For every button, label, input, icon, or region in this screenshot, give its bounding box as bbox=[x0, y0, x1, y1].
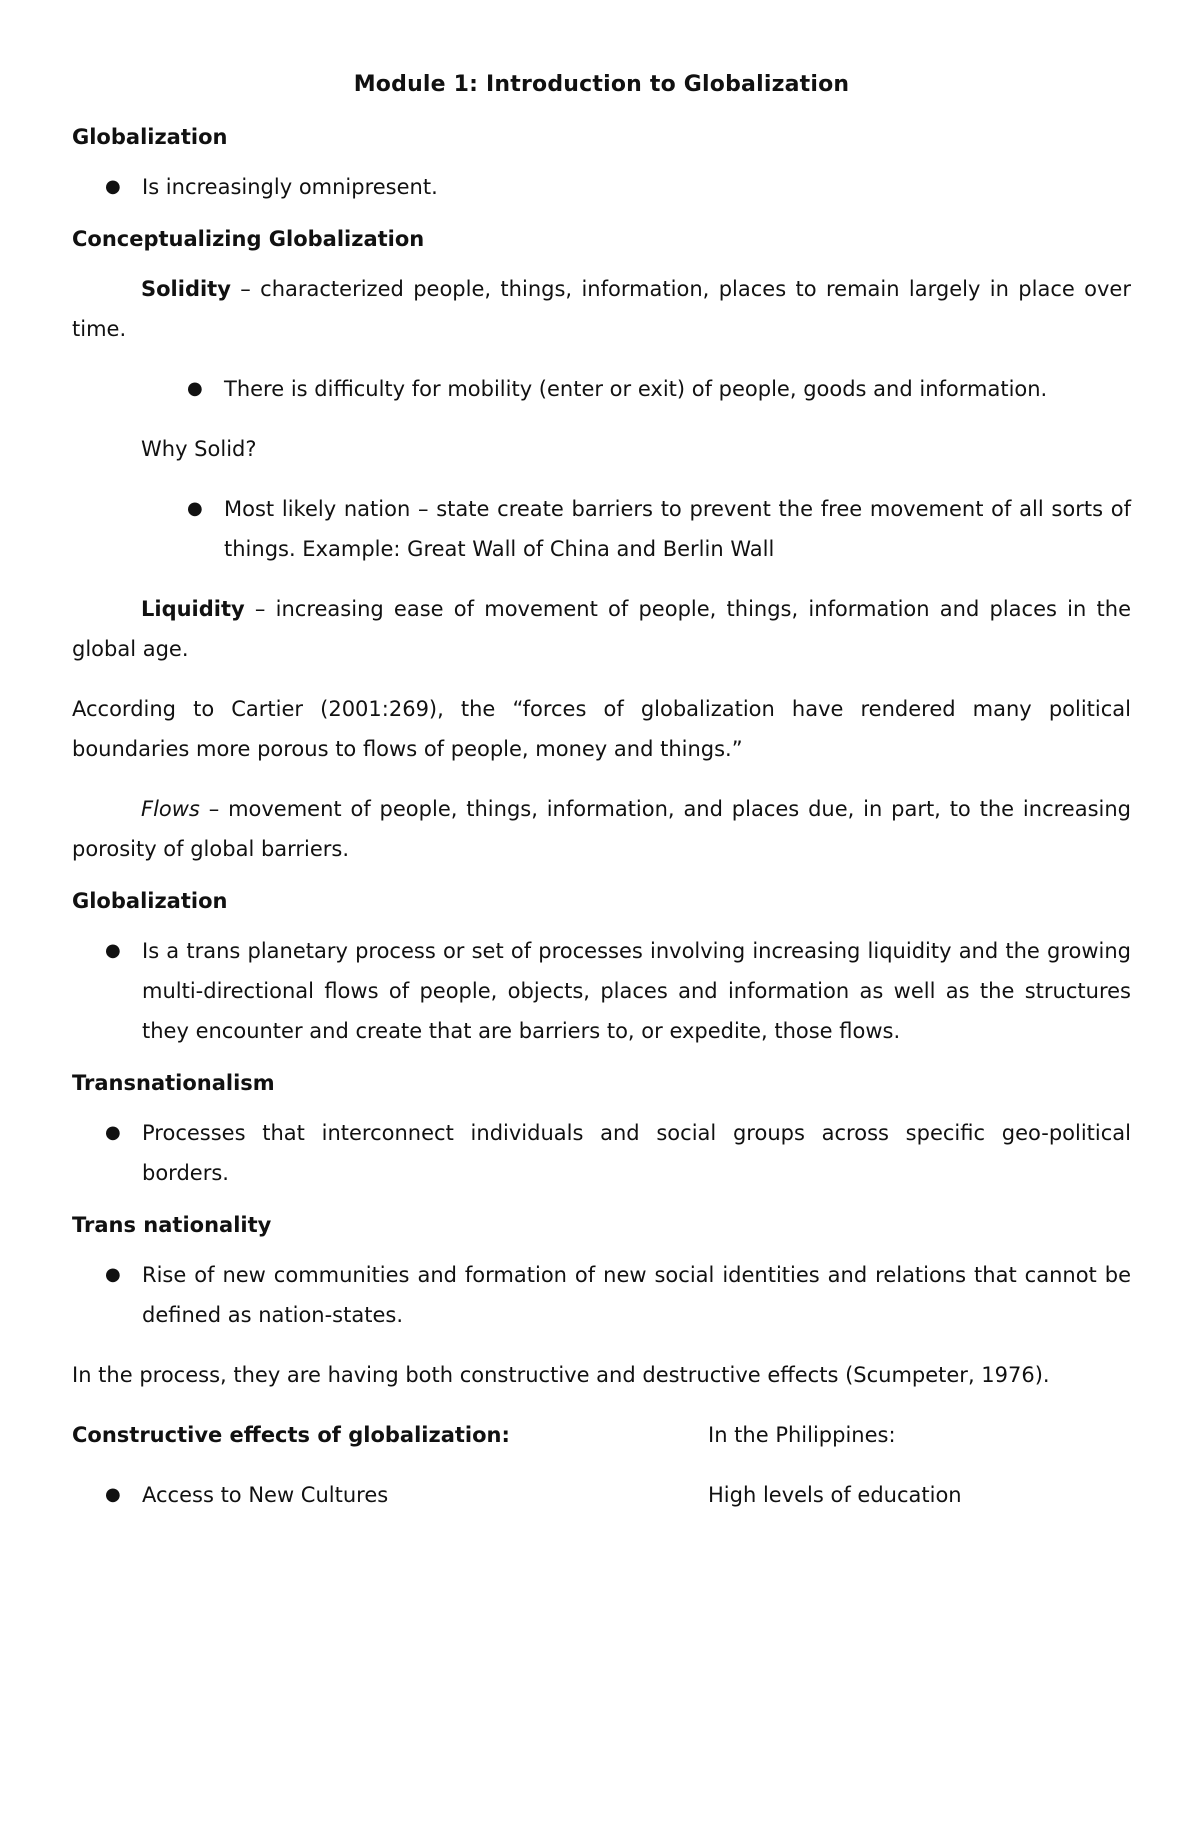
bullet-icon: ● bbox=[105, 1122, 121, 1143]
bullet-list bbox=[72, 167, 1131, 207]
list-item-text: Is a trans planetary process or set of processes involving increasing liquidity and the growing multi-directional flows of people, objects, places and information as well as the structures they encounter and create that are barriers to, or expedite, those flows. bbox=[142, 939, 1131, 1043]
bullet-icon: ● bbox=[105, 176, 121, 197]
bullet-list bbox=[72, 1113, 1131, 1193]
why-solid-label: Why Solid? bbox=[141, 437, 257, 461]
bullet-icon: ● bbox=[187, 378, 203, 399]
philippines-heading: In the Philippines: bbox=[708, 1423, 896, 1447]
list-item bbox=[72, 1255, 1131, 1335]
solidity-definition: – characterized people, things, information, places to remain largely in place over time. bbox=[72, 277, 1131, 341]
list-item-text: Is increasingly omnipresent. bbox=[142, 175, 438, 199]
section-heading-trans-nationality: Trans nationality bbox=[72, 1213, 272, 1237]
list-item bbox=[72, 489, 1131, 569]
bullet-list bbox=[72, 1255, 1131, 1335]
list-item bbox=[72, 1113, 1131, 1193]
flows-paragraph bbox=[72, 789, 1131, 869]
cartier-quote-paragraph: According to Cartier (2001:269), the “forces of globalization have rendered many political boundaries more porous to flows of people, money and things.” bbox=[72, 697, 1131, 761]
list-item-text: Processes that interconnect individuals and social groups across specific geo-political borders. bbox=[142, 1121, 1131, 1185]
bullet-list bbox=[72, 931, 1131, 1051]
section-heading-conceptualizing: Conceptualizing Globalization bbox=[72, 227, 425, 251]
list-item bbox=[72, 369, 1131, 409]
bullet-icon: ● bbox=[105, 940, 121, 961]
list-item-text: There is difficulty for mobility (enter or exit) of people, goods and information. bbox=[224, 377, 1048, 401]
effects-paragraph: In the process, they are having both constructive and destructive effects (Scumpeter, 1976). bbox=[72, 1363, 1050, 1387]
list-item-text: Most likely nation – state create barriers to prevent the free movement of all sorts of things. Example: Great Wall of China and Berlin Wall bbox=[224, 497, 1131, 561]
constructive-effects-row bbox=[72, 1475, 1131, 1515]
liquidity-paragraph bbox=[72, 589, 1131, 669]
flows-definition: – movement of people, things, information, and places due, in part, to the increasing porosity of global barriers. bbox=[72, 797, 1131, 861]
philippines-item: High levels of education bbox=[708, 1483, 962, 1507]
list-item-text: Rise of new communities and formation of new social identities and relations that cannot be defined as nation-states. bbox=[142, 1263, 1131, 1327]
section-heading-globalization: Globalization bbox=[72, 125, 228, 149]
bullet-icon: ● bbox=[105, 1264, 121, 1285]
list-item bbox=[72, 1475, 708, 1515]
bullet-icon: ● bbox=[187, 498, 203, 519]
page-title: Module 1: Introduction to Globalization bbox=[353, 72, 850, 97]
constructive-effects-heading bbox=[72, 1415, 708, 1455]
constructive-effects-header-row bbox=[72, 1415, 1131, 1455]
solidity-paragraph bbox=[72, 269, 1131, 349]
list-item-text: Access to New Cultures bbox=[142, 1483, 389, 1507]
list-item bbox=[72, 167, 1131, 207]
section-heading-transnationalism: Transnationalism bbox=[72, 1071, 275, 1095]
constructive-effects-heading-text: Constructive effects of globalization: bbox=[72, 1423, 510, 1447]
term-solidity: Solidity bbox=[141, 277, 231, 301]
list-item bbox=[72, 931, 1131, 1051]
section-heading-globalization-2: Globalization bbox=[72, 889, 228, 913]
term-flows: Flows bbox=[141, 797, 200, 821]
liquidity-definition: – increasing ease of movement of people, things, information and places in the global age. bbox=[72, 597, 1131, 661]
term-liquidity: Liquidity bbox=[141, 597, 245, 621]
bullet-icon: ● bbox=[105, 1484, 121, 1505]
bullet-list bbox=[72, 489, 1131, 569]
bullet-list bbox=[72, 369, 1131, 409]
